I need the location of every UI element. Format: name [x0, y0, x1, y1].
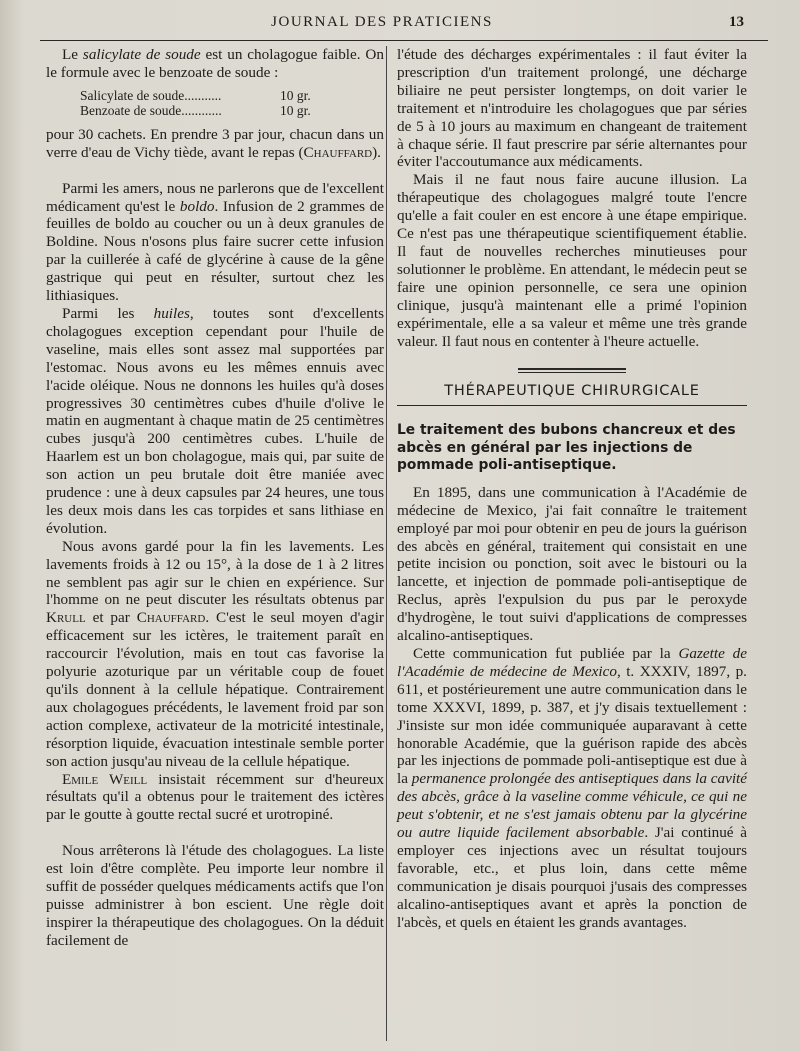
section-title: THÉRAPEUTIQUE CHIRURGICALE — [444, 383, 700, 400]
text-run: . C'est le seul moyen d'agir efficacement sur les ictères, le traitement paraît en raccourcir l'évolution, mais en tout cas favorise la polyurie azoturique par un véritable coup de fouet qu'ils donnent à la cellule hépatique. Contrairement aux cholagogues précédents, le lavement froid par son action complexe, activateur de la motricité intestinale, résorption liquide, évacuation intestinale semble porter son action jusqu'au niveau de la cellule hépatique. — [46, 609, 384, 770]
formula-dose: 10 gr. — [280, 102, 311, 118]
paragraph-dosage — [46, 126, 384, 162]
formula-dose: 10 gr. — [280, 87, 311, 103]
text-run: est un cholagogue faible. On le formule avec le benzoate de soude : — [46, 46, 384, 81]
text-run: Nous avons gardé pour la fin les lavements. Les lavements froids à 12 ou 15°, à la dose de 1 à 2 litres ne semblent pas agir sur le chien en expérience. Sur l'homme on ne peut discuter les résultats obtenus par — [46, 537, 384, 609]
journal-title: Gazette de l'Académie de médecine de Mexico — [397, 644, 747, 680]
paragraph-salicylate — [46, 46, 384, 82]
left-column — [46, 46, 384, 950]
author-name: Chauffard — [303, 143, 373, 161]
formula-row — [80, 103, 384, 118]
author-name: Chauffard — [136, 609, 206, 627]
text-run: . Infusion de 2 grammes de feuilles de boldo au coucher ou un à deux granules de Boldine. Nous n'osons plus faire sucrer cette infusion par la cuillerée à café de glycérine à cause de la gêne gastrique qui peut en résulter, surtout chez les lithiasiques. — [46, 197, 384, 305]
paragraph-illusion: Mais il ne faut nous faire aucune illusion. La thérapeutique des cholagogues malgré toute l'encre qu'elle a fait couler en est encore à une étape empirique. Ce n'est pas une thérapeutique scientifiquement établie. Il faut de nouvelles recherches minutieuses pour solutionner le problème. En attendant, le médecin peut se faire une opinion personnelle, ce sera une opinion clinique, jusqu'à maintenant elle a primé l'opinion expérimentale, elle a sa valeur et même une très grande valeur. Il faut nous en contenter à l'heure actuelle. — [397, 171, 747, 350]
spacer — [46, 162, 384, 180]
italic-quote: permanence prolongée des antiseptiques dans la cavité des abcès, grâce à la vaseline comme véhicule, ce qui ne peut s'obtenir, et ne s'est jamais obtenu par la glycérine ou autre liquide facilement absorbable — [397, 770, 748, 842]
prescription-formula — [80, 88, 384, 118]
text-run: Parmi les amers, nous ne parlerons que de l'excellent médicament qu'est le — [46, 179, 384, 215]
paragraph-gazette — [397, 645, 747, 932]
text-run: , t. XXXIV, 1897, p. 611, et postérieurement une autre communication dans le tome XXXVI, 1899, p. 387, et j'y disais textuellement : J'insiste sur mon idée communiquée auparavant à cette honorable Académie, que la guérison rapide des abcès par les injections de pommade poli-antiseptique est due à la — [397, 662, 747, 788]
right-column — [397, 46, 747, 931]
italic-term: salicylate de soude — [82, 46, 201, 63]
decorative-rule — [518, 368, 626, 373]
text-run: . J'ai continué à employer ces injections avec un résultat toujours favorable, etc., et plus loin, dans cette même communication je disais pourquoi j'usais des compresses alcalino-antiseptiques avant et après la ponction de l'abcès, et quels en étaient les grands avantages. — [397, 824, 747, 931]
paragraph-huiles — [46, 305, 384, 538]
text-run: ). — [372, 143, 381, 161]
paragraph-weill — [46, 771, 384, 825]
running-title: JOURNAL DES PRATICIENS — [271, 14, 493, 30]
spacer — [46, 824, 384, 842]
formula-ingredient: Salicylate de soude........... — [80, 87, 222, 103]
formula-row — [80, 88, 384, 103]
paragraph-conclusion: Nous arrêterons là l'étude des cholagogues. La liste est loin d'être complète. Peu importe leur nombre il suffit de posséder quelques médicaments actifs que l'on puisse administrer à bon escient. Une règle doit inspirer la thérapeutique des cholagogues. On la déduit facilement de — [46, 842, 384, 949]
page-header — [28, 14, 744, 36]
paragraph-lavements — [46, 538, 384, 771]
author-name: Emile Weill — [62, 770, 148, 788]
header-rule — [40, 40, 768, 41]
page-number: 13 — [729, 14, 744, 30]
section-rule — [397, 405, 747, 406]
text-run: Parmi les — [62, 304, 154, 322]
paragraph-mexico-1895: En 1895, dans une communication à l'Académie de médecine de Mexico, j'ai fait connaître le traitement employé par moi pour obtenir en peu de jours la guérison des abcès en général, traitement qui consistait en une petite incision ou ponction, soit avec le bistouri ou la lancette, et injection de pommade poli-antiseptique de Reclus, après l'expulsion du pus par le peroxyde d'hydrogène, le tout suivi d'applications de compresses alcalino-antiseptiques. — [397, 483, 747, 645]
italic-term: boldo — [179, 197, 215, 215]
text-run: pour 30 cachets. En prendre 3 par jour, chacun dans un verre d'eau de Vichy tiède, avant le repas ( — [46, 125, 384, 161]
column-divider — [386, 46, 387, 1041]
italic-term: huiles — [153, 304, 190, 322]
text-run: insistait récemment sur d'heureux résultats qu'il a obtenus pour le traitement des ictères par le goutte à goutte rectal sucré et urotropiné. — [46, 770, 384, 824]
formula-ingredient: Benzoate de soude............ — [80, 102, 222, 118]
text-run: , toutes sont d'excellents cholagogues exception cependant pour l'huile de vaseline, mais elles sont assez mal supportées par l'estomac. Nous avons eu les mêmes ennuis avec l'acide oléique. Nous ne donnons les huiles qu'à doses progressives 30 centimètres cubes d'huile d'olive le matin en augmentant à chaque matin de 25 centimètres cubes jusqu'à 200 centimètres cubes. L'huile de Haarlem est un bon cholagogue, mais qui, par suite de son action un peu brutale doit être maniée avec prudence : une à deux capsules par 24 heures, une tous les deux mois dans les cas torpides et sans lithiase en évolution. — [46, 304, 384, 537]
paragraph-continuation: l'étude des décharges expérimentales : il faut éviter la prescription d'un traitement prolongé, une décharge biliaire ne peut persister longtemps, on doit varier le traitement et n'introduire les cholagogues que par séries de 5 à 10 jours au maximum en changeant de traitement à chaque série. Il faut prescrire par série alternantes pour éviter l'accoutumance aux médicaments. — [397, 46, 747, 171]
text-run: Le — [62, 46, 83, 63]
text-run: Cette communication fut publiée par la — [413, 644, 679, 662]
article-title: Le traitement des bubons chancreux et des abcès en général par les injections de pommade poli-antiseptique. — [397, 422, 736, 474]
text-run: et par — [85, 609, 137, 627]
author-name: Krull — [46, 609, 86, 627]
paragraph-amers — [46, 180, 384, 305]
